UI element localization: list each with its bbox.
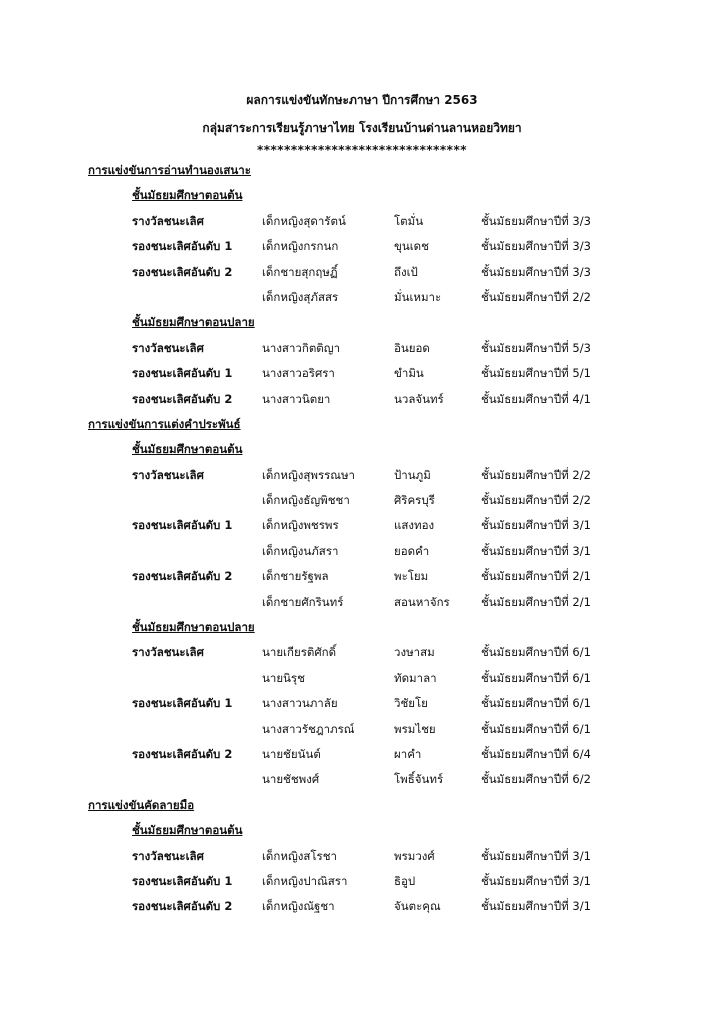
class-level: ชั้นมัธยมศึกษาปีที่ 6/1	[481, 696, 591, 711]
student-name: เด็กหญิงพชรพร	[262, 518, 339, 533]
student-surname: ยอดคำ	[394, 543, 430, 558]
award-label: รองชนะเลิศอันดับ 1	[132, 518, 233, 533]
result-row	[0, 234, 724, 259]
award-label: รองชนะเลิศอันดับ 2	[132, 391, 233, 406]
level-title: ชั้นมัธยมศึกษาตอนต้น	[132, 188, 243, 203]
class-level: ชั้นมัธยมศึกษาปีที่ 3/1	[481, 899, 591, 914]
result-row	[0, 869, 724, 894]
class-level: ชั้นมัธยมศึกษาปีที่ 2/2	[481, 467, 591, 482]
result-row	[0, 717, 724, 742]
award-label: รองชนะเลิศอันดับ 2	[132, 264, 233, 279]
award-label: รองชนะเลิศอันดับ 2	[132, 569, 233, 584]
award-label: รางวัลชนะเลิศ	[132, 848, 204, 863]
class-level: ชั้นมัธยมศึกษาปีที่ 5/1	[481, 366, 591, 381]
result-row	[0, 539, 724, 564]
class-level: ชั้นมัธยมศึกษาปีที่ 3/1	[481, 848, 591, 863]
class-level: ชั้นมัธยมศึกษาปีที่ 2/2	[481, 493, 591, 508]
document-subtitle: กลุ่มสาระการเรียนรู้ภาษาไทย โรงเรียนบ้านด่านลานหอยวิทยา	[202, 121, 522, 135]
level-heading	[0, 615, 724, 640]
class-level: ชั้นมัธยมศึกษาปีที่ 3/1	[481, 873, 591, 888]
competition-title: การแข่งขันการแต่งคำประพันธ์	[88, 416, 241, 431]
class-level: ชั้นมัธยมศึกษาปีที่ 5/3	[481, 340, 591, 355]
award-label: รองชนะเลิศอันดับ 1	[132, 873, 233, 888]
student-name: เด็กหญิงนภัสรา	[262, 543, 339, 558]
class-level: ชั้นมัธยมศึกษาปีที่ 2/2	[481, 289, 591, 304]
student-surname: พรมวงศ์	[394, 848, 435, 863]
results-list	[0, 158, 724, 920]
award-label: รองชนะเลิศอันดับ 2	[132, 746, 233, 761]
result-row	[0, 387, 724, 412]
result-row	[0, 361, 724, 386]
class-level: ชั้นมัธยมศึกษาปีที่ 3/3	[481, 264, 591, 279]
student-name: นายชัยนันต์	[262, 746, 321, 761]
student-name: นางสาวกิตติญา	[262, 340, 341, 355]
result-row	[0, 590, 724, 615]
student-name: นายชัชพงศ์	[262, 772, 320, 787]
student-name: เด็กหญิงณัฐชา	[262, 899, 335, 914]
student-name: เด็กหญิงกรกนก	[262, 239, 339, 254]
student-name: เด็กชายศักรินทร์	[262, 594, 344, 609]
award-label: รางวัลชนะเลิศ	[132, 467, 204, 482]
student-surname: ป้านภูมิ	[394, 467, 431, 482]
competition-title: การแข่งขันการอ่านทำนองเสนาะ	[88, 163, 251, 177]
award-label: รางวัลชนะเลิศ	[132, 645, 204, 660]
result-row	[0, 564, 724, 589]
student-name: นางสาวนิตยา	[262, 391, 331, 406]
result-row	[0, 894, 724, 919]
level-heading	[0, 818, 724, 843]
competition-heading	[0, 412, 724, 437]
class-level: ชั้นมัธยมศึกษาปีที่ 3/1	[481, 518, 591, 533]
result-row	[0, 209, 724, 234]
award-label: รองชนะเลิศอันดับ 1	[132, 366, 233, 381]
class-level: ชั้นมัธยมศึกษาปีที่ 6/2	[481, 772, 591, 787]
student-surname: ถึงเป้	[394, 264, 418, 279]
class-level: ชั้นมัธยมศึกษาปีที่ 3/1	[481, 543, 591, 558]
class-level: ชั้นมัธยมศึกษาปีที่ 2/1	[481, 594, 591, 609]
document-title: ผลการแข่งขันทักษะภาษา ปีการศึกษา 2563	[246, 93, 478, 107]
result-row	[0, 742, 724, 767]
result-row	[0, 260, 724, 285]
student-surname: ขำมิน	[394, 366, 424, 381]
result-row	[0, 691, 724, 716]
award-label: รองชนะเลิศอันดับ 1	[132, 239, 233, 254]
student-name: นางสาวรัชฎาภรณ์	[262, 721, 355, 736]
result-row	[0, 513, 724, 538]
student-surname: สอนหาจักร	[394, 594, 450, 609]
student-surname: พรมไชย	[394, 721, 436, 736]
student-name: เด็กหญิงสุพรรณษา	[262, 467, 356, 482]
student-name: เด็กหญิงธัญพิชชา	[262, 493, 350, 508]
class-level: ชั้นมัธยมศึกษาปีที่ 4/1	[481, 391, 591, 406]
level-heading	[0, 437, 724, 462]
result-row	[0, 463, 724, 488]
award-label: รองชนะเลิศอันดับ 1	[132, 696, 233, 711]
student-name: เด็กชายสุกฤษฏิ์	[262, 264, 338, 279]
student-name: นายนิรุช	[262, 670, 305, 685]
stars-divider: *******************************	[256, 143, 468, 157]
class-level: ชั้นมัธยมศึกษาปีที่ 2/1	[481, 569, 591, 584]
class-level: ชั้นมัธยมศึกษาปีที่ 6/1	[481, 645, 591, 660]
student-surname: ผาคำ	[394, 746, 422, 761]
student-name: นางสาวนภาลัย	[262, 696, 338, 711]
competition-title: การแข่งขันคัดลายมือ	[88, 797, 195, 812]
student-name: เด็กชายรัฐพล	[262, 569, 329, 584]
student-surname: อินยอด	[394, 340, 430, 355]
student-surname: โตมั่น	[394, 213, 424, 228]
result-row	[0, 488, 724, 513]
level-title: ชั้นมัธยมศึกษาตอนต้น	[132, 823, 243, 838]
student-surname: ศิริครบุรี	[394, 493, 435, 508]
level-heading	[0, 310, 724, 335]
competition-heading	[0, 158, 724, 183]
result-row	[0, 285, 724, 310]
award-label: รางวัลชนะเลิศ	[132, 213, 204, 228]
level-heading	[0, 183, 724, 208]
class-level: ชั้นมัธยมศึกษาปีที่ 6/1	[481, 721, 591, 736]
award-label: รางวัลชนะเลิศ	[132, 340, 204, 355]
student-surname: จันตะคุณ	[394, 899, 441, 914]
student-name: เด็กหญิงสุดารัตน์	[262, 213, 346, 228]
student-surname: นวลจันทร์	[394, 391, 444, 406]
award-label: รองชนะเลิศอันดับ 2	[132, 899, 233, 914]
student-name: นายเกียรติศักดิ์	[262, 645, 337, 660]
result-row	[0, 767, 724, 792]
competition-heading	[0, 793, 724, 818]
student-name: เด็กหญิงปาณิสรา	[262, 873, 348, 888]
level-title: ชั้นมัธยมศึกษาตอนต้น	[132, 442, 243, 457]
class-level: ชั้นมัธยมศึกษาปีที่ 6/4	[481, 746, 591, 761]
student-name: นางสาวอริศรา	[262, 366, 335, 381]
student-surname: ขุนเดช	[394, 239, 429, 254]
class-level: ชั้นมัธยมศึกษาปีที่ 6/1	[481, 670, 591, 685]
student-surname: พะโยม	[394, 569, 429, 584]
result-row	[0, 640, 724, 665]
student-surname: ธิอูป	[394, 873, 416, 888]
student-surname: แสงทอง	[394, 518, 435, 533]
student-surname: วงษาสม	[394, 645, 435, 660]
class-level: ชั้นมัธยมศึกษาปีที่ 3/3	[481, 213, 591, 228]
result-row	[0, 666, 724, 691]
student-surname: ทัดมาลา	[394, 670, 437, 685]
student-name: เด็กหญิงสุภัสสร	[262, 289, 339, 304]
class-level: ชั้นมัธยมศึกษาปีที่ 3/3	[481, 239, 591, 254]
level-title: ชั้นมัธยมศึกษาตอนปลาย	[132, 315, 255, 330]
student-surname: มั่นเหมาะ	[394, 289, 442, 304]
result-row	[0, 844, 724, 869]
student-surname: วิชัยโย	[394, 696, 428, 711]
student-name: เด็กหญิงสโรชา	[262, 848, 337, 863]
student-surname: โพธิ์จันทร์	[394, 772, 444, 787]
result-row	[0, 336, 724, 361]
level-title: ชั้นมัธยมศึกษาตอนปลาย	[132, 620, 255, 635]
